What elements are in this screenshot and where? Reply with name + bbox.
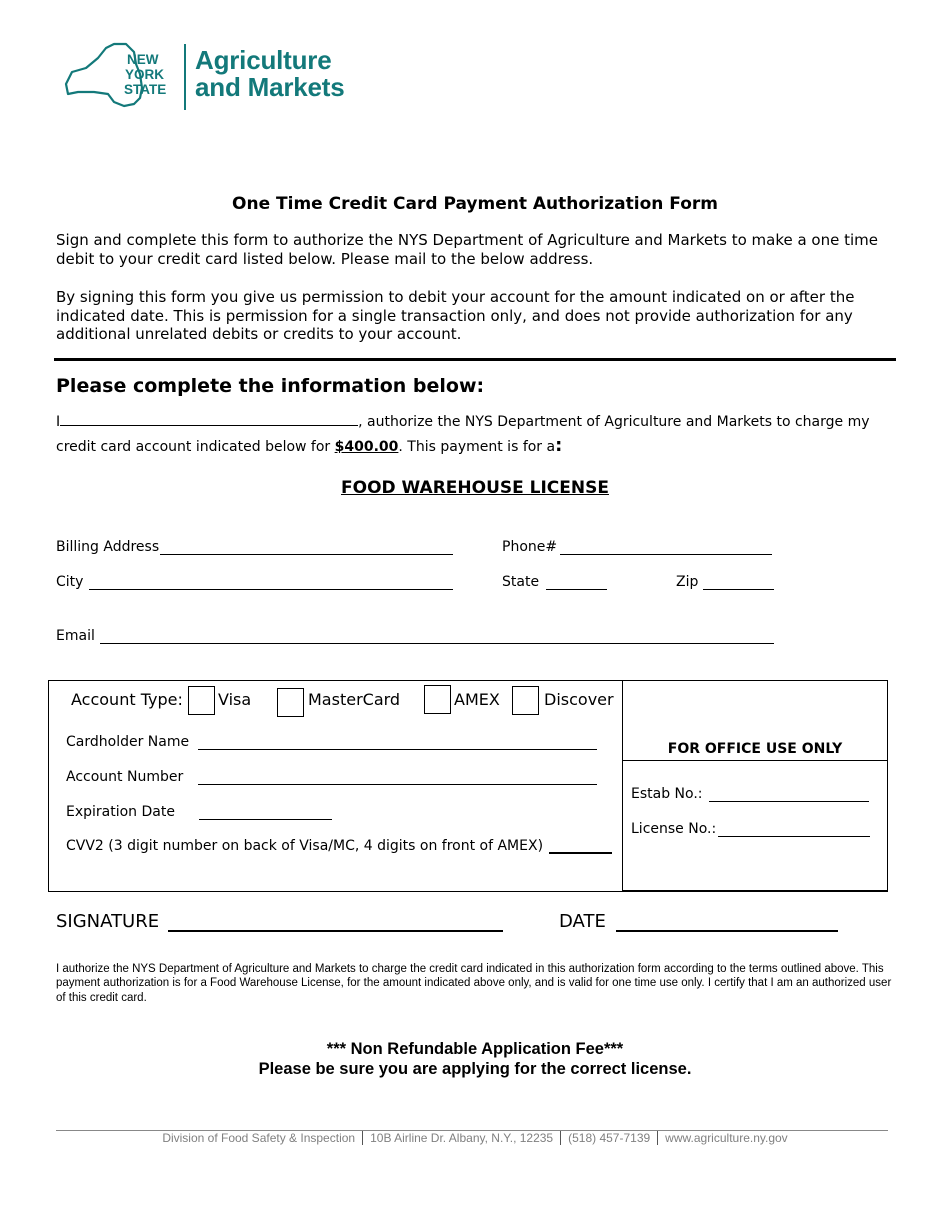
email-field[interactable] [100, 643, 774, 644]
authorization-colon: : [555, 435, 563, 456]
payment-amount: $400.00 [334, 439, 399, 455]
license-type-heading: FOOD WAREHOUSE LICENSE [341, 478, 609, 498]
agency-logo-text [195, 47, 345, 101]
cvv2-field[interactable] [549, 852, 612, 854]
logo-divider [184, 44, 186, 110]
visa-label: Visa [218, 690, 252, 709]
expiration-date-label: Expiration Date [66, 804, 175, 820]
phone-label: Phone# [502, 539, 558, 555]
permission-paragraph: By signing this form you give us permission to debit your account for the amount indicated on or after the indicated date. This is permission for a single transaction only, and does not provide authorization for any additional unrelated debits or credits to your account. [56, 288, 855, 343]
account-number-field[interactable] [198, 784, 597, 785]
section-rule [54, 358, 896, 361]
office-use-bottom-rule [622, 890, 888, 891]
footer-phone: (518) 457-7139 [568, 1131, 651, 1145]
city-label: City [56, 574, 84, 590]
signature-field[interactable] [168, 930, 503, 932]
discover-checkbox[interactable] [512, 686, 539, 715]
account-number-label: Account Number [66, 769, 184, 785]
phone-field[interactable] [560, 554, 772, 555]
authorization-fine-print: I authorize the NYS Department of Agriculture and Markets to charge the credit card indicated in this authorization form according to the terms outlined above. This payment authorization is for a Food Warehouse License, for the amount indicated above only, and is valid for one time use only. I certify that I am an authorized user of this credit card. [56, 963, 892, 1004]
signature-label: SIGNATURE [56, 911, 160, 932]
non-refundable-notice: *** Non Refundable Application Fee*** [326, 1040, 624, 1058]
intro-paragraph: Sign and complete this form to authorize the NYS Department of Agriculture and Markets to make a one time debit to your credit card listed below. Please mail to the below address. [56, 231, 879, 268]
discover-label: Discover [544, 690, 614, 709]
authorization-prefix: I [56, 414, 61, 430]
billing-address-field[interactable] [160, 554, 453, 555]
city-field[interactable] [89, 589, 453, 590]
footer-division: Division of Food Safety & Inspection [162, 1131, 356, 1145]
email-label: Email [56, 628, 95, 644]
authorization-line-1-suffix: , authorize the NYS Department of Agriculture and Markets to charge my [358, 414, 870, 430]
license-no-field[interactable] [718, 836, 870, 837]
logo-state-line-1: NEW [127, 52, 159, 67]
footer-separator [362, 1131, 363, 1145]
authorization-line-2 [56, 435, 562, 456]
cardholder-name-label: Cardholder Name [66, 734, 190, 750]
account-type-label: Account Type: [71, 690, 183, 709]
footer-separator [657, 1131, 658, 1145]
amex-label: AMEX [454, 690, 500, 709]
state-label: State [502, 574, 540, 590]
mastercard-label: MasterCard [308, 690, 401, 709]
mastercard-checkbox[interactable] [277, 688, 304, 717]
expiration-date-field[interactable] [199, 819, 332, 820]
correct-license-notice: Please be sure you are applying for the correct license. [258, 1060, 692, 1078]
payment-info-box [48, 680, 888, 892]
date-label: DATE [559, 911, 606, 932]
authorizer-name-field[interactable] [60, 414, 358, 426]
date-field[interactable] [616, 930, 838, 932]
zip-field[interactable] [703, 589, 774, 590]
footer-website-link[interactable]: www.agriculture.ny.gov [665, 1131, 788, 1145]
billing-address-label: Billing Address [56, 539, 160, 555]
authorization-line-2-suffix: . This payment is for a [398, 439, 556, 455]
form-title: One Time Credit Card Payment Authorization Form [232, 194, 718, 214]
logo-state-line-2: YORK [125, 67, 165, 82]
cardholder-name-field[interactable] [198, 749, 597, 750]
visa-checkbox[interactable] [188, 686, 215, 715]
office-use-divider [622, 680, 623, 892]
estab-no-label: Estab No.: [631, 786, 703, 802]
footer-address: 10B Airline Dr. Albany, N.Y., 12235 [370, 1131, 554, 1145]
cvv2-label: CVV2 (3 digit number on back of Visa/MC, 4 digits on front of AMEX) [66, 838, 544, 854]
agency-name-line-2: and Markets [195, 72, 345, 102]
footer [0, 1131, 950, 1145]
section-heading: Please complete the information below: [56, 375, 485, 397]
authorization-line-1 [56, 414, 870, 430]
zip-label: Zip [676, 574, 699, 590]
amex-checkbox[interactable] [424, 685, 451, 714]
agency-name-line-1: Agriculture [195, 45, 332, 75]
license-no-label: License No.: [631, 821, 717, 837]
state-field[interactable] [546, 589, 607, 590]
authorization-line-2-prefix: credit card account indicated below for [56, 439, 335, 455]
office-use-heading: FOR OFFICE USE ONLY [667, 741, 843, 757]
nys-map-logo-icon [64, 42, 184, 112]
office-use-header-rule [622, 760, 888, 761]
logo-state-line-3: STATE [124, 82, 167, 97]
estab-no-field[interactable] [709, 801, 869, 802]
footer-separator [560, 1131, 561, 1145]
